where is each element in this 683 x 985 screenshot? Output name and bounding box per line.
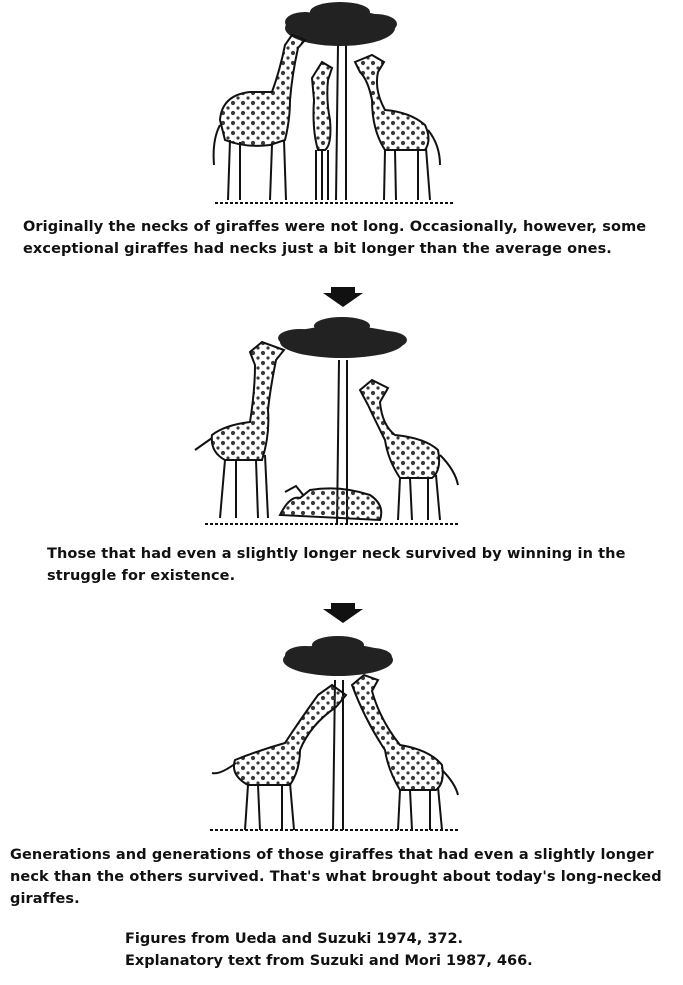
illustration-giraffes-struggle xyxy=(0,310,683,530)
giraffe-left xyxy=(214,35,305,200)
giraffe-long-right xyxy=(352,675,458,830)
credits-text: Explanatory text from Suzuki and Mori 1987, 466. xyxy=(125,953,533,969)
panel-3-caption: Generations and generations of those giraffes that had even a slightly longer neck than the others survived. That's what brought about today's long-necked giraffes. xyxy=(10,847,662,907)
panel-1 xyxy=(0,0,683,270)
giraffe-tall xyxy=(195,342,284,518)
credits-figures: Figures from Ueda and Suzuki 1974, 372. xyxy=(125,931,464,947)
panel-3 xyxy=(0,625,683,925)
panel-1-caption: Originally the necks of giraffes were not long. Occasionally, however, some exceptional giraffes had necks just a bit longer than the average ones. xyxy=(23,219,647,257)
illustration-long-necked-giraffes xyxy=(0,625,683,835)
down-arrow-icon xyxy=(323,603,363,623)
giraffe-right xyxy=(355,55,440,200)
panel-2-caption: Those that had even a slightly longer neck survived by winning in the struggle for existence. xyxy=(47,546,626,584)
panel-2 xyxy=(0,310,683,590)
giraffe-middle xyxy=(312,62,332,200)
illustration-three-giraffes xyxy=(0,0,683,210)
down-arrow-icon xyxy=(323,287,363,307)
credits xyxy=(125,928,533,972)
giraffe-fallen xyxy=(280,486,381,520)
giraffe-long-left xyxy=(212,685,346,830)
